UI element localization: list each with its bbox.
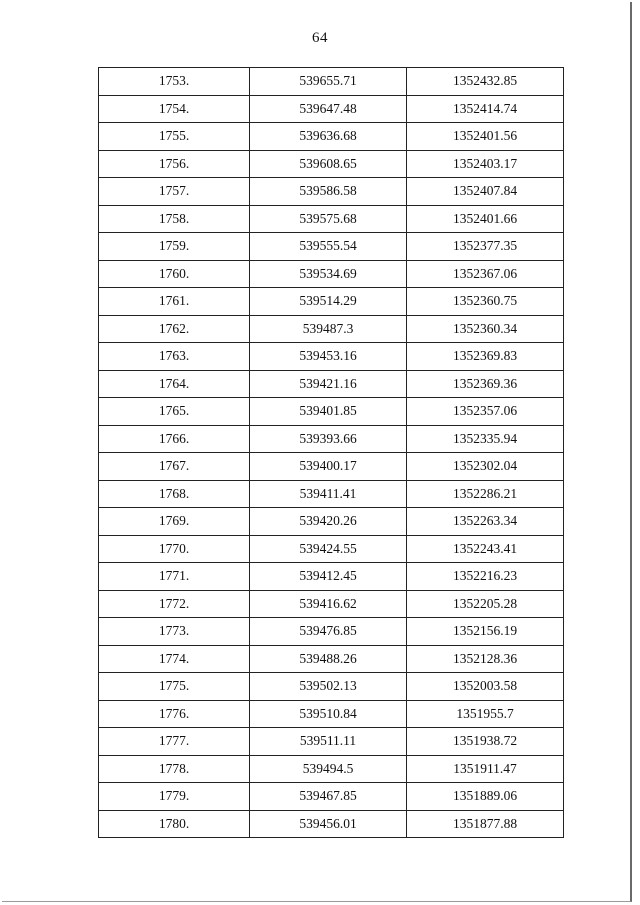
point-number-cell: 1755.	[99, 123, 250, 151]
x-coordinate-cell: 539424.55	[250, 535, 407, 563]
x-coordinate-cell: 539636.68	[250, 123, 407, 151]
point-number-cell: 1756.	[99, 150, 250, 178]
x-coordinate-cell: 539487.3	[250, 315, 407, 343]
table-row	[99, 645, 564, 673]
x-coordinate-cell: 539494.5	[250, 755, 407, 783]
x-coordinate-cell: 539488.26	[250, 645, 407, 673]
x-coordinate-cell: 539453.16	[250, 343, 407, 371]
point-number-cell: 1768.	[99, 480, 250, 508]
table-row	[99, 123, 564, 151]
point-number-cell: 1761.	[99, 288, 250, 316]
point-number-cell: 1763.	[99, 343, 250, 371]
x-coordinate-cell: 539510.84	[250, 700, 407, 728]
table-row	[99, 343, 564, 371]
point-number-cell: 1767.	[99, 453, 250, 481]
y-coordinate-cell: 1352286.21	[407, 480, 564, 508]
point-number-cell: 1760.	[99, 260, 250, 288]
point-number-cell: 1759.	[99, 233, 250, 261]
y-coordinate-cell: 1352003.58	[407, 673, 564, 701]
table-row	[99, 783, 564, 811]
table-row	[99, 453, 564, 481]
y-coordinate-cell: 1352403.17	[407, 150, 564, 178]
point-number-cell: 1754.	[99, 95, 250, 123]
y-coordinate-cell: 1352360.34	[407, 315, 564, 343]
table-row	[99, 810, 564, 838]
table-row	[99, 508, 564, 536]
y-coordinate-cell: 1352243.41	[407, 535, 564, 563]
x-coordinate-cell: 539476.85	[250, 618, 407, 646]
table-row	[99, 205, 564, 233]
point-number-cell: 1771.	[99, 563, 250, 591]
y-coordinate-cell: 1352360.75	[407, 288, 564, 316]
table-row	[99, 95, 564, 123]
table-row	[99, 590, 564, 618]
x-coordinate-cell: 539420.26	[250, 508, 407, 536]
table-row	[99, 728, 564, 756]
coordinates-table	[98, 67, 564, 838]
point-number-cell: 1766.	[99, 425, 250, 453]
x-coordinate-cell: 539400.17	[250, 453, 407, 481]
point-number-cell: 1758.	[99, 205, 250, 233]
point-number-cell: 1765.	[99, 398, 250, 426]
y-coordinate-cell: 1352128.36	[407, 645, 564, 673]
y-coordinate-cell: 1352432.85	[407, 68, 564, 96]
y-coordinate-cell: 1352156.19	[407, 618, 564, 646]
x-coordinate-cell: 539502.13	[250, 673, 407, 701]
y-coordinate-cell: 1352335.94	[407, 425, 564, 453]
table-row	[99, 178, 564, 206]
table-row	[99, 755, 564, 783]
table-row	[99, 68, 564, 96]
point-number-cell: 1775.	[99, 673, 250, 701]
table-row	[99, 673, 564, 701]
x-coordinate-cell: 539514.29	[250, 288, 407, 316]
table-row	[99, 233, 564, 261]
point-number-cell: 1764.	[99, 370, 250, 398]
point-number-cell: 1770.	[99, 535, 250, 563]
x-coordinate-cell: 539416.62	[250, 590, 407, 618]
x-coordinate-cell: 539647.48	[250, 95, 407, 123]
table-row	[99, 563, 564, 591]
x-coordinate-cell: 539586.58	[250, 178, 407, 206]
y-coordinate-cell: 1351889.06	[407, 783, 564, 811]
point-number-cell: 1777.	[99, 728, 250, 756]
y-coordinate-cell: 1352369.36	[407, 370, 564, 398]
table-row	[99, 370, 564, 398]
point-number-cell: 1774.	[99, 645, 250, 673]
x-coordinate-cell: 539401.85	[250, 398, 407, 426]
x-coordinate-cell: 539412.45	[250, 563, 407, 591]
table-row	[99, 150, 564, 178]
point-number-cell: 1779.	[99, 783, 250, 811]
table-row	[99, 535, 564, 563]
point-number-cell: 1772.	[99, 590, 250, 618]
point-number-cell: 1778.	[99, 755, 250, 783]
x-coordinate-cell: 539608.65	[250, 150, 407, 178]
x-coordinate-cell: 539411.41	[250, 480, 407, 508]
point-number-cell: 1753.	[99, 68, 250, 96]
y-coordinate-cell: 1352401.56	[407, 123, 564, 151]
x-coordinate-cell: 539575.68	[250, 205, 407, 233]
point-number-cell: 1773.	[99, 618, 250, 646]
y-coordinate-cell: 1352302.04	[407, 453, 564, 481]
point-number-cell: 1780.	[99, 810, 250, 838]
table-row	[99, 480, 564, 508]
point-number-cell: 1769.	[99, 508, 250, 536]
table-row	[99, 260, 564, 288]
x-coordinate-cell: 539393.66	[250, 425, 407, 453]
table-row	[99, 288, 564, 316]
table-row	[99, 425, 564, 453]
page-number: 64	[312, 30, 328, 46]
y-coordinate-cell: 1352407.84	[407, 178, 564, 206]
table-row	[99, 398, 564, 426]
y-coordinate-cell: 1351911.47	[407, 755, 564, 783]
point-number-cell: 1762.	[99, 315, 250, 343]
x-coordinate-cell: 539511.11	[250, 728, 407, 756]
y-coordinate-cell: 1351877.88	[407, 810, 564, 838]
y-coordinate-cell: 1352216.23	[407, 563, 564, 591]
x-coordinate-cell: 539555.54	[250, 233, 407, 261]
y-coordinate-cell: 1352377.35	[407, 233, 564, 261]
x-coordinate-cell: 539467.85	[250, 783, 407, 811]
x-coordinate-cell: 539655.71	[250, 68, 407, 96]
coordinates-table-body	[99, 68, 564, 838]
x-coordinate-cell: 539534.69	[250, 260, 407, 288]
x-coordinate-cell: 539456.01	[250, 810, 407, 838]
point-number-cell: 1776.	[99, 700, 250, 728]
y-coordinate-cell: 1352367.06	[407, 260, 564, 288]
y-coordinate-cell: 1352205.28	[407, 590, 564, 618]
y-coordinate-cell: 1351938.72	[407, 728, 564, 756]
table-row	[99, 618, 564, 646]
x-coordinate-cell: 539421.16	[250, 370, 407, 398]
table-row	[99, 315, 564, 343]
y-coordinate-cell: 1352414.74	[407, 95, 564, 123]
y-coordinate-cell: 1351955.7	[407, 700, 564, 728]
table-row	[99, 700, 564, 728]
y-coordinate-cell: 1352357.06	[407, 398, 564, 426]
point-number-cell: 1757.	[99, 178, 250, 206]
y-coordinate-cell: 1352369.83	[407, 343, 564, 371]
y-coordinate-cell: 1352401.66	[407, 205, 564, 233]
y-coordinate-cell: 1352263.34	[407, 508, 564, 536]
